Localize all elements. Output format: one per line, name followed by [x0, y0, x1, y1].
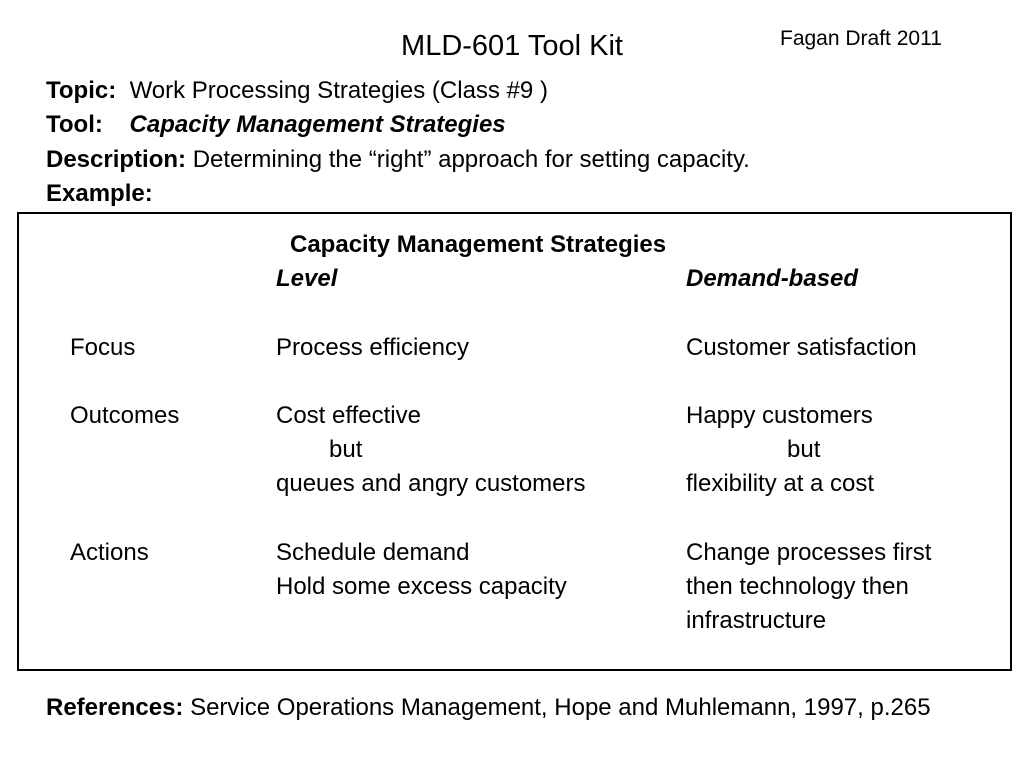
description-value: Determining the “right” approach for setting capacity.	[192, 146, 750, 173]
description-label: Description:	[46, 146, 187, 173]
topic-line	[46, 76, 548, 106]
focus-level-line-1: Process efficiency	[276, 334, 469, 361]
actions-demand-line-1: Change processes first	[686, 539, 932, 566]
actions-level-line-1: Schedule demand	[276, 539, 470, 566]
topic-value: Work Processing Strategies (Class #9 )	[129, 77, 548, 104]
outcomes-level-line-2: but	[329, 436, 363, 463]
table-title: Capacity Management Strategies	[290, 231, 667, 258]
strategies-table-box	[17, 212, 1012, 671]
row-label-outcomes: Outcomes	[70, 402, 180, 429]
column-header-demand-based: Demand-based	[686, 265, 859, 292]
outcomes-level-line-3: queues and angry customers	[276, 470, 586, 497]
actions-demand-line-3: infrastructure	[686, 607, 827, 634]
actions-demand-line-2: then technology then	[686, 573, 909, 600]
outcomes-demand-line-3: flexibility at a cost	[686, 470, 875, 497]
tool-line	[46, 110, 506, 140]
references-label: References:	[46, 694, 184, 721]
actions-level-line-2: Hold some excess capacity	[276, 573, 567, 600]
example-line	[46, 179, 153, 209]
row-label-actions: Actions	[70, 539, 149, 566]
references-value: Service Operations Management, Hope and Muhlemann, 1997, p.265	[190, 694, 931, 721]
column-header-level: Level	[276, 265, 338, 292]
description-line	[46, 145, 750, 175]
topic-label: Topic:	[46, 77, 117, 104]
references	[46, 690, 986, 725]
example-label: Example:	[46, 180, 153, 207]
tool-value: Capacity Management Strategies	[129, 111, 506, 138]
focus-demand-line-1: Customer satisfaction	[686, 334, 917, 361]
page-title: MLD-601 Tool Kit	[401, 30, 623, 62]
row-label-focus: Focus	[70, 334, 136, 361]
outcomes-demand-line-1: Happy customers	[686, 402, 873, 429]
draft-note: Fagan Draft 2011	[780, 27, 942, 50]
outcomes-demand-line-2: but	[787, 436, 821, 463]
outcomes-level-line-1: Cost effective	[276, 402, 421, 429]
tool-label: Tool:	[46, 111, 103, 138]
